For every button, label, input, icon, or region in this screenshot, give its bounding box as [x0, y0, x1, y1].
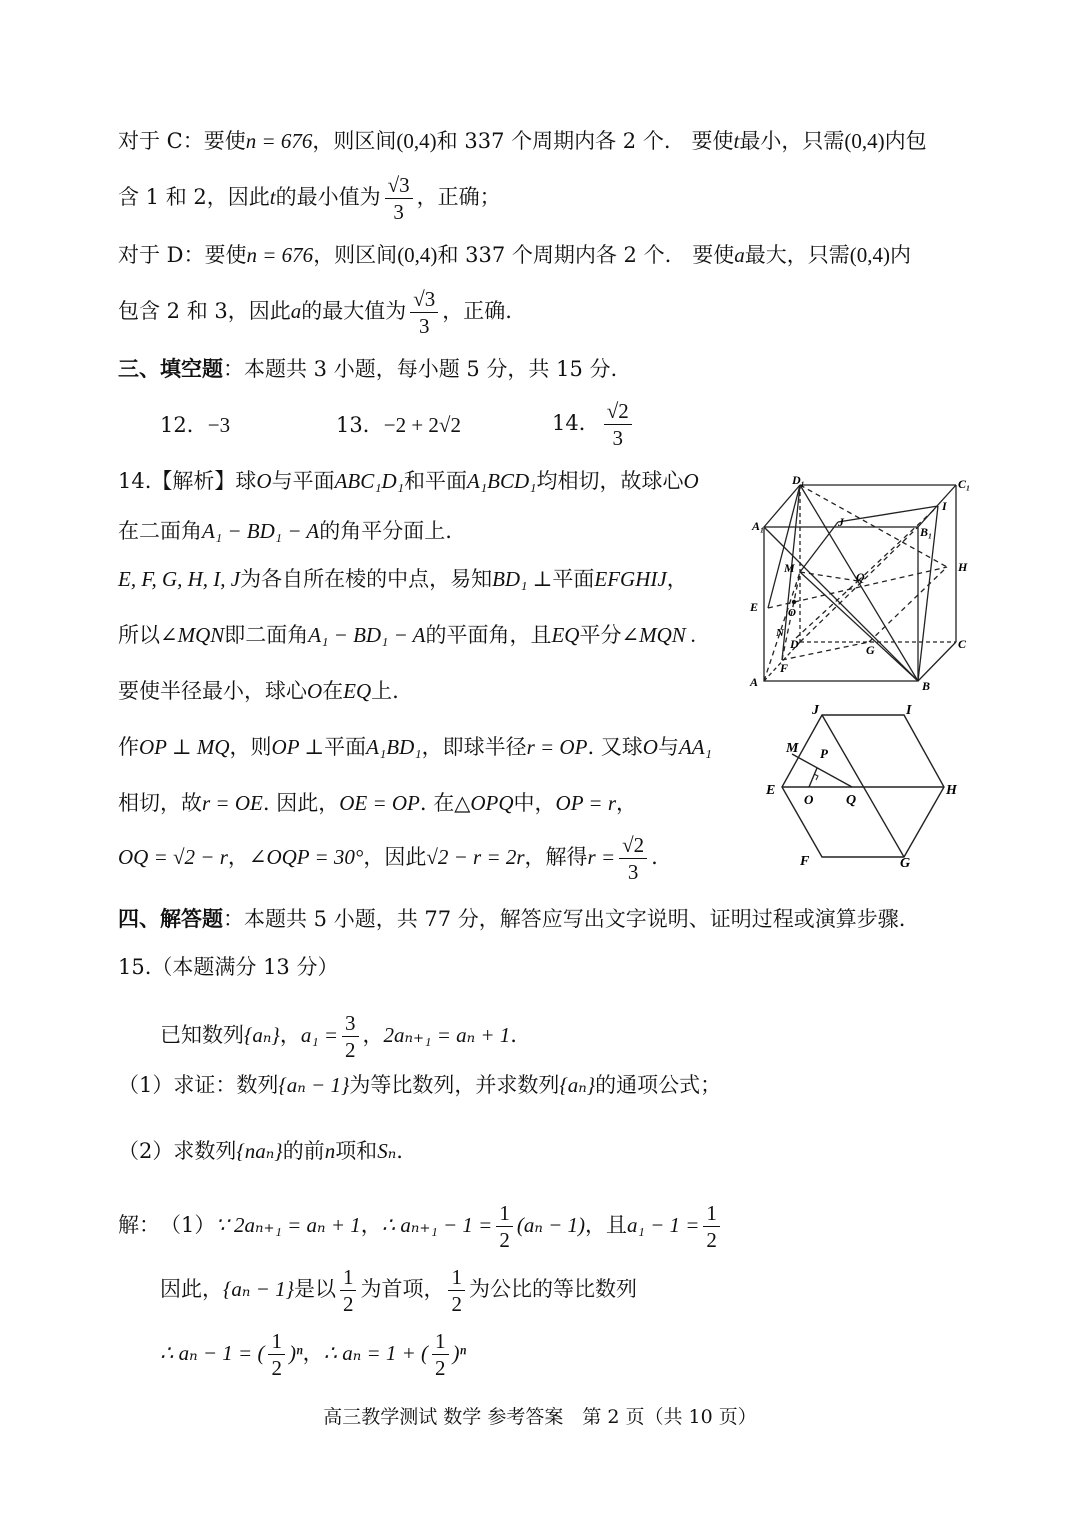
svg-text:E: E [766, 783, 776, 798]
q15-solution-1: 解： （1）∵ 2aₙ₊₁ = aₙ + 1，∴ aₙ₊₁ − 1 = $\frac{1}{2}$ (aₙ − 1)，且a₁ − 1 = $\frac{1}{2}$ [118, 1200, 724, 1253]
svg-text:G: G [866, 643, 875, 657]
fraction: $\frac{1}{2}$ [268, 1328, 285, 1381]
q15-part-2: （2）求数列{naₙ}的前n项和Sₙ. [118, 1139, 403, 1163]
text: ，正确. [442, 299, 512, 323]
svg-text:F: F [800, 854, 810, 869]
answer-14: 14． $\frac{√2}{3}$ [552, 398, 636, 451]
svg-text:Q: Q [856, 570, 865, 584]
interval: (0,4) [849, 243, 891, 267]
svg-text:D: D [790, 637, 799, 651]
q15-given: 已知数列{aₙ}，a₁ = $\frac{3}{2}$ ，2aₙ₊₁ = aₙ + 1. [160, 1011, 517, 1062]
answer-12: 12．−3 [160, 413, 231, 437]
svg-text:F: F [780, 661, 789, 675]
text: 的最小值为 [275, 185, 381, 209]
sol14-line-1: 14.【解析】球O与平面ABC₁D₁和平面A₁BCD₁均相切，故球心O [118, 469, 699, 493]
sol14-line-8: OQ = √2 − r，∠OQP = 30°，因此√2 − r = 2r，解得r = $\frac{√2}{3}$ . [118, 833, 658, 884]
text: 含 1 和 2，因此 [118, 185, 270, 209]
fraction: $\frac{1}{2}$ [340, 1264, 357, 1317]
svg-text:J: J [812, 703, 819, 718]
fraction: $\frac{1}{2}$ [448, 1264, 465, 1317]
fraction: $\frac{1}{2}$ [703, 1200, 720, 1253]
answer-13: 13．−2 + 2√2 [336, 413, 461, 437]
svg-text:H: H [958, 560, 968, 574]
text: 最小，只需 [739, 129, 845, 153]
text: 内 [890, 243, 912, 267]
svg-text:Q: Q [846, 793, 857, 808]
interval: (0,4) [397, 243, 438, 267]
q15-part-1: （1）求证：数列{aₙ − 1}为等比数列，并求数列{aₙ}的通项公式； [118, 1073, 722, 1097]
svg-text:C: C [958, 637, 967, 651]
page-footer: 高三教学测试 数学 参考答案 第 2 页（共 10 页） [323, 1406, 757, 1428]
math: a [290, 299, 302, 323]
sol14-line-3: E, F, G, H, I, J为各自所在棱的中点，易知BD₁ ⊥平面EFGHIJ， [118, 567, 688, 591]
svg-text:C₁: C₁ [958, 477, 971, 491]
q15-title: 15.（本题满分 13 分） [118, 955, 339, 979]
text: 对于 C：要使 [118, 129, 246, 153]
math: n = 676 [245, 129, 313, 153]
option-c-line-1 [118, 126, 927, 156]
svg-text:O: O [804, 792, 814, 807]
svg-text:H: H [946, 783, 957, 798]
svg-text:A: A [750, 675, 759, 689]
text: 的最大值为 [301, 299, 407, 323]
fraction: $\frac{√3}{3}$ [410, 286, 438, 339]
svg-text:J: J [838, 515, 844, 529]
hexagon-figure [760, 700, 972, 872]
svg-text:O: O [788, 607, 796, 619]
svg-text:P: P [820, 746, 828, 761]
text: ，则区间 [313, 243, 398, 267]
q15-solution-2: 因此，{aₙ − 1}是以 $\frac{1}{2}$ 为首项， $\frac{1}{2}$ 为公比的等比数列 [160, 1265, 637, 1316]
fraction: $\frac{1}{2}$ [432, 1328, 449, 1381]
svg-text:E: E [750, 600, 759, 614]
text: 包含 2 和 3，因此 [118, 299, 291, 323]
option-c-line-2 [118, 172, 501, 225]
sol14-line-2: 在二面角A₁ − BD₁ − A的角平分面上. [118, 519, 452, 543]
sol14-line-6: 作OP ⊥ MQ，则OP ⊥平面A₁BD₁，即球半径r = OP. 又球O与AA₁ [118, 735, 712, 759]
fraction: $\frac{√2}{3}$ [604, 398, 632, 451]
section-4-heading [118, 904, 905, 934]
text: 最大，只需 [744, 243, 850, 267]
math: a [734, 243, 745, 267]
q15-solution-3: ∴ aₙ − 1 = ( $\frac{1}{2}$ )ⁿ，∴ aₙ = 1 + ( $\frac{1}{2}$ )ⁿ [160, 1329, 467, 1380]
section-3-heading [118, 354, 617, 384]
svg-text:I: I [942, 499, 947, 513]
interval: (0,4) [844, 129, 885, 153]
sol14-line-7: 相切，故r = OE. 因此，OE = OP. 在△OPQ中，OP = r， [118, 791, 638, 815]
svg-text:I: I [906, 703, 912, 718]
text: 和 337 个周期内各 2 个. 要使 [436, 129, 734, 153]
svg-text:D₁: D₁ [792, 473, 805, 487]
text: ，则区间 [312, 129, 397, 153]
svg-text:B: B [922, 679, 931, 693]
svg-text:G: G [900, 856, 911, 871]
svg-text:B₁: B₁ [920, 525, 933, 539]
text: 对于 D：要使 [118, 243, 247, 267]
sol14-line-4: 所以∠MQN即二面角A₁ − BD₁ − A的平面角，且EQ平分∠MQN . [118, 623, 697, 647]
svg-text:M: M [786, 741, 799, 756]
heading: 四、解答题 [118, 906, 223, 931]
math: t [269, 185, 276, 209]
text: ：本题共 5 小题，共 77 分，解答应写出文字说明、证明过程或演算步骤. [223, 907, 906, 931]
text: 和 337 个周期内各 2 个. 要使 [437, 243, 735, 267]
cube-figure [748, 470, 980, 698]
text: ，正确； [416, 185, 501, 209]
fraction: $\frac{3}{2}$ [342, 1010, 359, 1063]
math: t [733, 129, 740, 153]
option-d-line-1 [118, 240, 911, 270]
option-d-line-2 [118, 286, 512, 339]
text: 内包 [884, 129, 927, 153]
fraction: $\frac{1}{2}$ [496, 1200, 513, 1253]
fraction: $\frac{√3}{3}$ [385, 172, 413, 225]
interval: (0,4) [396, 129, 437, 153]
math: n = 676 [246, 243, 314, 267]
heading: 三、填空题 [118, 356, 223, 381]
fraction: $\frac{√2}{3}$ [619, 832, 647, 885]
svg-text:N: N [776, 627, 784, 639]
svg-text:A₁: A₁ [752, 519, 765, 533]
svg-text:M: M [784, 561, 795, 575]
text: ：本题共 3 小题，每小题 5 分，共 15 分. [223, 357, 618, 381]
sol14-line-5: 要使半径最小，球心O在EQ上. [118, 679, 399, 703]
